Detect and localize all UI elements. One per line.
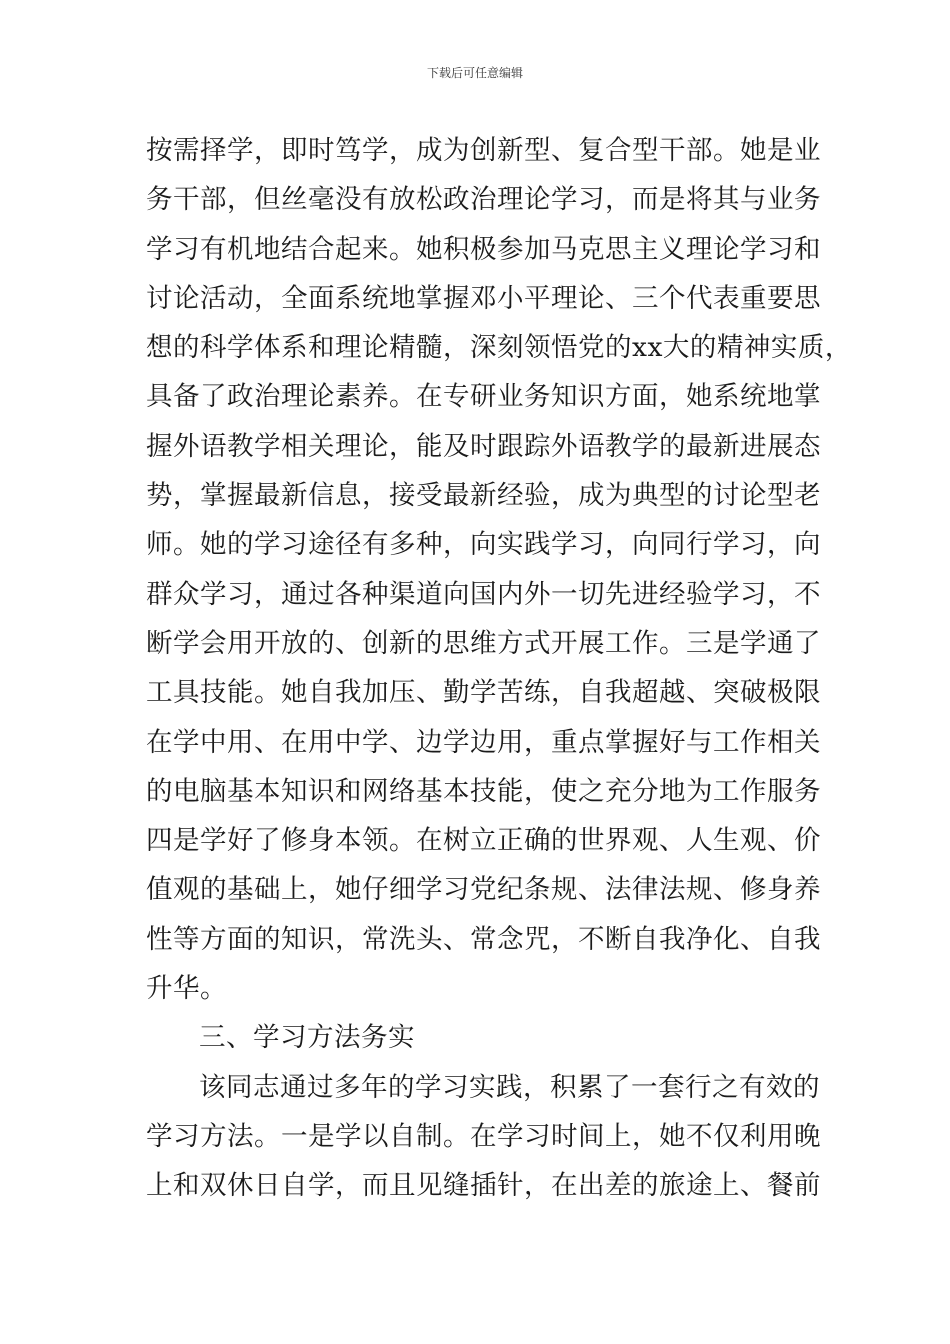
text-line: 群众学习，通过各种渠道向国内外一切先进经验学习，不 [146,578,821,610]
text-line: 值观的基础上，她仔细学习党纪条规、法律法规、修身养 [146,874,821,906]
text-line: 务干部，但丝毫没有放松政治理论学习，而是将其与业务 [146,184,821,216]
text-line: 具备了政治理论素养。在专研业务知识方面，她系统地掌 [146,381,821,413]
text-line: 该同志通过多年的学习实践，积累了一套行之有效的 [199,1071,820,1103]
text-line: 升华。 [146,973,227,1005]
text-line: 师。她的学习途径有多种，向实践学习，向同行学习，向 [146,529,821,561]
text-line: 工具技能。她自我加压、勤学苦练，自我超越、突破极限 [146,677,821,709]
text-line: 在学中用、在用中学、边学边用，重点掌握好与工作相关 [146,726,821,758]
text-line: 握外语教学相关理论，能及时跟踪外语教学的最新进展态 [146,430,821,462]
section-heading: 三、学习方法务实 [199,1022,415,1054]
text-line: 学习有机地结合起来。她积极参加马克思主义理论学习和 [146,233,821,265]
text-line: 讨论活动，全面系统地掌握邓小平理论、三个代表重要思 [146,282,821,314]
page-header: 下载后可任意编辑 [426,66,523,80]
text-line: 四是学好了修身本领。在树立正确的世界观、人生观、价 [146,825,821,857]
text-line: 上和双休日自学，而且见缝插针，在出差的旅途上、餐前 [146,1170,821,1202]
text-line: 学习方法。一是学以自制。在学习时间上，她不仅利用晚 [146,1120,821,1152]
text-line: 断学会用开放的、创新的思维方式开展工作。三是学通了 [146,627,821,659]
document-body [146,126,852,1211]
text-line: 想的科学体系和理论精髓，深刻领悟党的xx大的精神实质， [146,332,852,364]
text-line: 的电脑基本知识和网络基本技能，使之充分地为工作服务 [146,775,821,807]
text-line: 势，掌握最新信息，接受最新经验，成为典型的讨论型老 [146,480,821,512]
text-line: 按需择学，即时笃学，成为创新型、复合型干部。她是业 [146,135,821,166]
text-line: 性等方面的知识，常洗头、常念咒，不断自我净化、自我 [146,923,821,955]
